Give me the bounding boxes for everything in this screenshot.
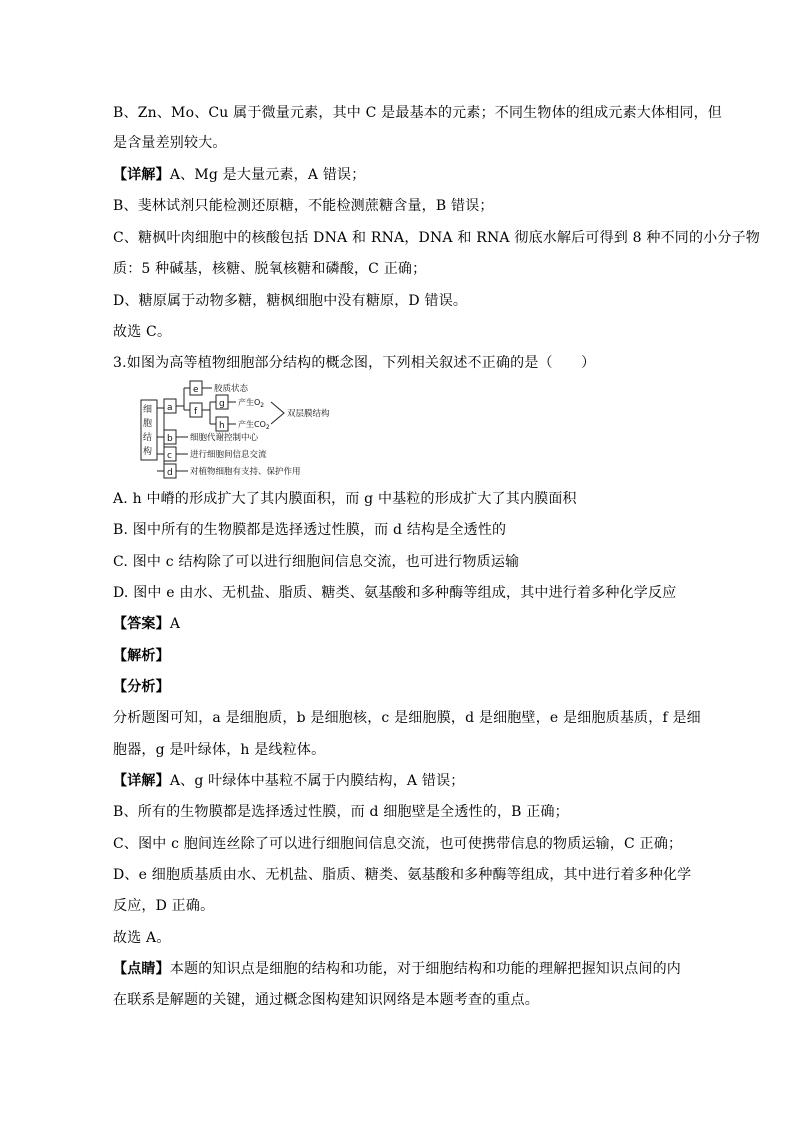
- c-description: 进行细胞间信息交流: [190, 450, 267, 460]
- text-line: [113, 741, 688, 759]
- text-line: [113, 803, 688, 821]
- line-text: A、g 叶绿体中基粒不属于内膜结构，A 错误；: [169, 773, 465, 789]
- label-b: b: [167, 434, 173, 444]
- label-f: f: [194, 407, 198, 417]
- line-text: 故选 C。: [113, 324, 172, 340]
- text-line: [113, 647, 688, 665]
- text-line: [113, 929, 688, 947]
- root-char-1: 细: [143, 405, 153, 415]
- line-text: A. h 中嵴的形成扩大了其内膜面积，而 g 中基粒的形成扩大了其内膜面积: [113, 491, 577, 507]
- line-text: 胞器，g 是叶绿体，h 是线粒体。: [113, 742, 326, 758]
- text-line: [113, 960, 688, 978]
- label-c: c: [167, 451, 172, 461]
- label-d: d: [167, 468, 173, 478]
- line-text: D、糖原属于动物多糖，糖枫细胞中没有糖原，D 错误。: [113, 293, 468, 309]
- line-text: A、Mg 是大量元素，A 错误；: [169, 167, 366, 183]
- text-line: [113, 835, 688, 853]
- text-line: [113, 134, 688, 152]
- section-tag: 【答案】: [113, 616, 170, 632]
- text-line: [113, 104, 722, 122]
- line-text: 3.如图为高等植物细胞部分结构的概念图，下列相关叙述不正确的是（ ）: [113, 355, 596, 371]
- text-line: [113, 584, 688, 602]
- line-text: 本题的知识点是细胞的结构和功能，对于细胞结构和功能的理解把握知识点间的内: [169, 961, 682, 977]
- text-line: [113, 553, 688, 571]
- line-text: B、Zn、Mo、Cu 属于微量元素，其中 C 是最基本的元素；不同生物体的组成元素大体相同，但: [113, 105, 722, 121]
- text-line: [113, 354, 688, 372]
- e-description: 胶质状态: [214, 384, 249, 394]
- text-line: [113, 229, 760, 247]
- text-line: [113, 166, 688, 184]
- line-text: C、图中 c 胞间连丝除了可以进行细胞间信息交流，也可使携带信息的物质运输，C 正确；: [113, 836, 683, 852]
- text-line: [113, 292, 688, 310]
- root-char-2: 胞: [143, 419, 153, 429]
- section-tag: 【分析】: [113, 679, 170, 695]
- label-h: h: [219, 421, 225, 431]
- line-text: A: [169, 616, 181, 632]
- root-char-4: 构: [143, 447, 153, 457]
- h-description: 产生$CO_2$: [238, 420, 270, 431]
- g-description: 产生$O_2$: [238, 398, 265, 409]
- text-line: [113, 772, 688, 790]
- text-line: [113, 521, 688, 539]
- section-tag: 【解析】: [113, 648, 170, 664]
- section-tag: 【点睛】: [113, 961, 170, 977]
- label-g: g: [219, 399, 225, 409]
- text-line: [113, 991, 688, 1009]
- line-text: 是含量差别较大。: [113, 135, 227, 151]
- text-line: [113, 615, 688, 633]
- line-text: B、斐林试剂只能检测还原糖，不能检测蔗糖含量，B 错误；: [113, 198, 494, 214]
- line-text: 在联系是解题的关键，通过概念图构建知识网络是本题考查的重点。: [113, 992, 539, 1008]
- root-char-3: 结: [143, 433, 153, 443]
- section-tag: 【详解】: [113, 773, 170, 789]
- text-line: [113, 323, 688, 341]
- line-text: 分析题图可知，a 是细胞质，b 是细胞核，c 是细胞膜，d 是细胞壁，e 是细胞质基质，f 是细: [113, 710, 701, 726]
- section-tag: 【详解】: [113, 167, 170, 183]
- line-text: 反应，D 正确。: [113, 898, 215, 914]
- label-a: a: [167, 403, 173, 413]
- line-text: 质：5 种碱基，核糖、脱氧核糖和磷酸，C 正确；: [113, 261, 427, 277]
- line-text: B、所有的生物膜都是选择透过性膜，而 d 细胞壁是全透性的，B 正确；: [113, 804, 569, 820]
- line-text: B. 图中所有的生物膜都是选择透过性膜，而 d 结构是全透性的: [113, 522, 507, 538]
- text-line: [113, 897, 688, 915]
- d-description: 对植物细胞有支持、保护作用: [190, 467, 301, 477]
- line-text: C. 图中 c 结构除了可以进行细胞间信息交流，也可进行物质运输: [113, 554, 520, 570]
- line-text: 故选 A。: [113, 930, 171, 946]
- line-text: D、e 细胞质基质由水、无机盐、脂质、糖类、氨基酸和多种酶等组成，其中进行着多种化学: [113, 867, 692, 883]
- text-line: [113, 678, 688, 696]
- b-description: 细胞代谢控制中心: [190, 433, 259, 443]
- text-line: [113, 709, 701, 727]
- cell-structure-concept-diagram: [140, 378, 360, 482]
- text-line: [113, 490, 688, 508]
- double-membrane-label: 双层膜结构: [287, 409, 330, 419]
- line-text: D. 图中 e 由水、无机盐、脂质、糖类、氨基酸和多种酶等组成，其中进行着多种化学反应: [113, 585, 677, 601]
- label-e: e: [193, 385, 199, 395]
- text-line: [113, 197, 688, 215]
- text-line: [113, 260, 688, 278]
- text-line: [113, 866, 692, 884]
- line-text: C、糖枫叶肉细胞中的核酸包括 DNA 和 RNA，DNA 和 RNA 彻底水解后可得到 8 种不同的小分子物: [113, 230, 760, 246]
